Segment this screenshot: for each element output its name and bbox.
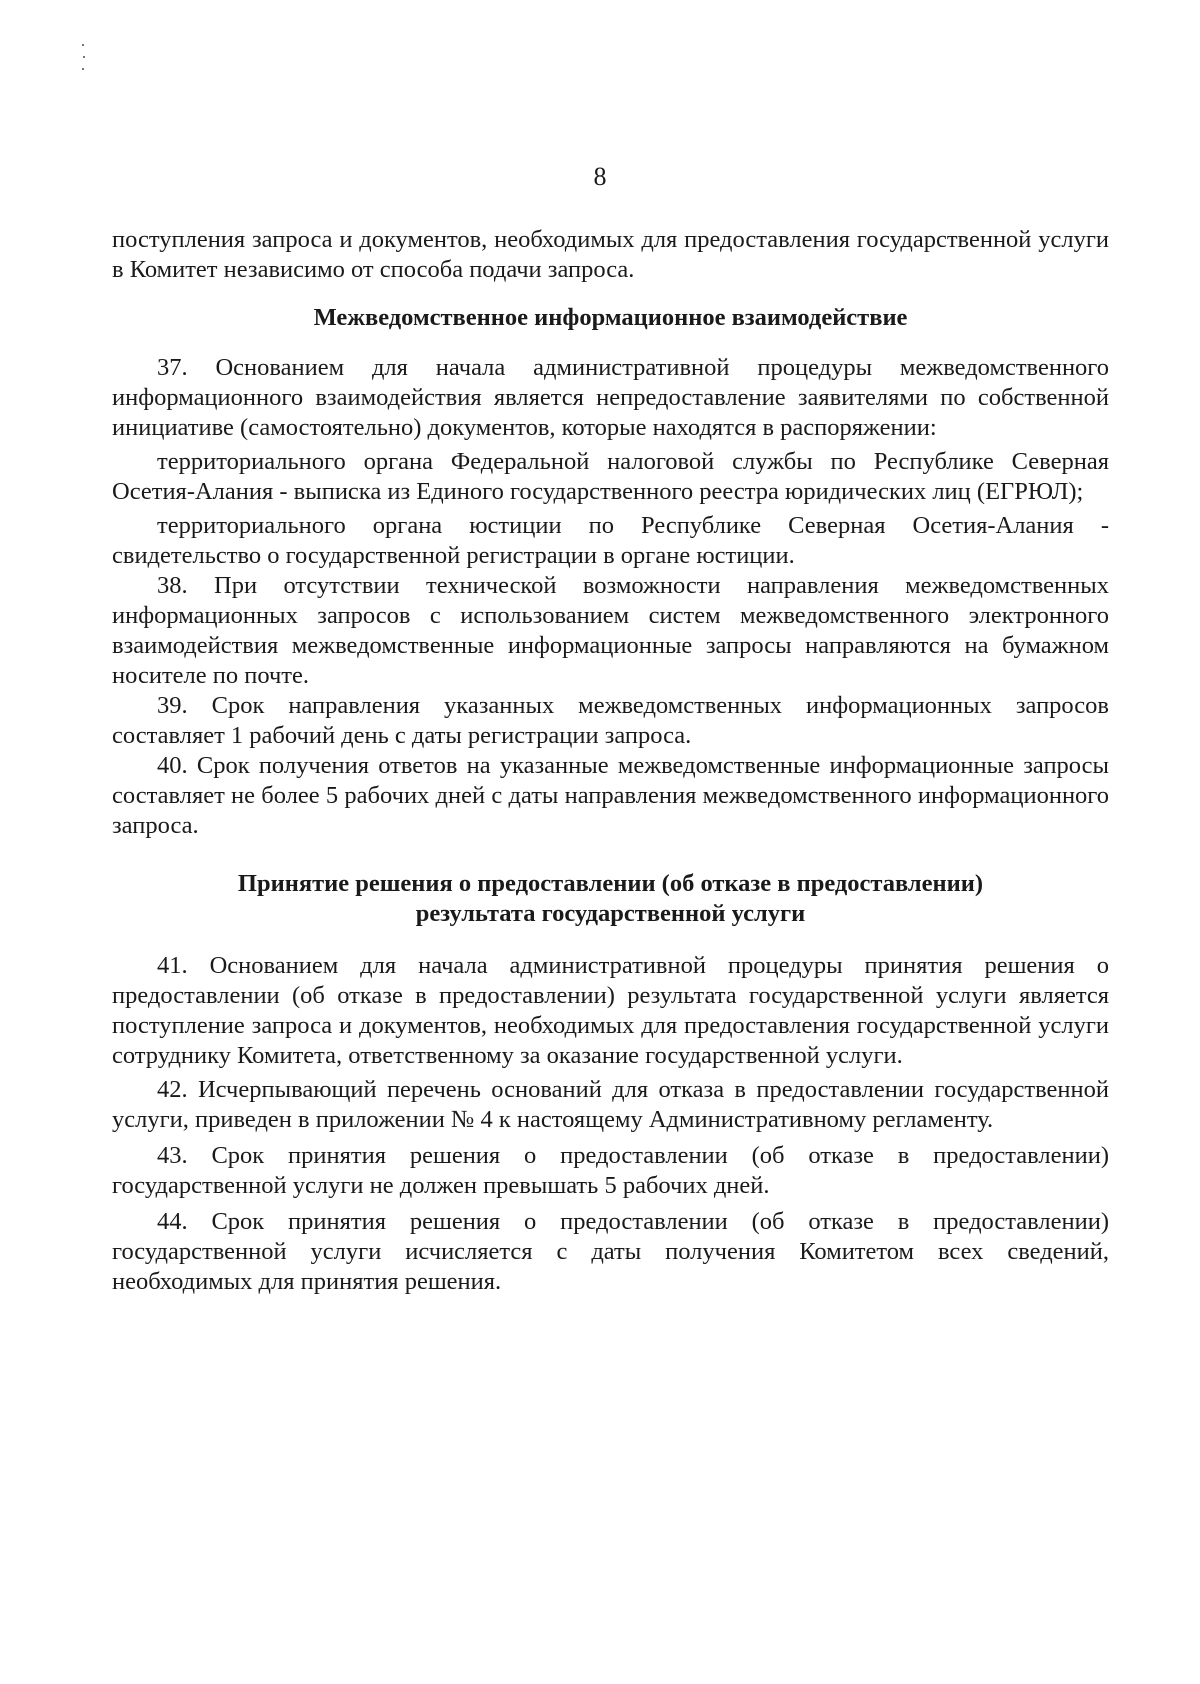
paragraph-39: 39. Срок направления указанных межведомственных информационных запросов составляет 1 рабочий день с даты регистрации запроса. — [112, 692, 1109, 749]
paragraph-41: 41. Основанием для начала административной процедуры принятия решения о предоставлении (об отказе в предоставлении) результата государственной услуги является поступление запроса и документов, необходимых для предоставления государственной услуги сотруднику Комитета, ответственному за оказание государственной услуги. — [112, 952, 1109, 1069]
paragraph-40: 40. Срок получения ответов на указанные межведомственные информационные запросы составляет не более 5 рабочих дней с даты направления межведомственного информационного запроса. — [112, 752, 1109, 839]
section-heading-interagency: Межведомственное информационное взаимодействие — [313, 304, 908, 331]
section-heading-decision-line-2: результата государственной услуги — [415, 900, 806, 927]
paragraph-42: 42. Исчерпывающий перечень оснований для отказа в предоставлении государственной услуги, приведен в приложении № 4 к настоящему Административному регламенту. — [112, 1076, 1109, 1133]
paragraph-intro: поступления запроса и документов, необходимых для предоставления государственной услуги в Комитет независимо от способа подачи запроса. — [112, 226, 1109, 283]
scan-artifact-marks — [82, 44, 88, 74]
paragraph-38: 38. При отсутствии технической возможности направления межведомственных информационных запросов с использованием систем межведомственного электронного взаимодействия межведомственные информационные запросы направляются на бумажном носителе по почте. — [112, 572, 1109, 689]
paragraph-43: 43. Срок принятия решения о предоставлении (об отказе в предоставлении) государственной услуги не должен превышать 5 рабочих дней. — [112, 1142, 1109, 1199]
paragraph-37-item-justice: территориального органа юстиции по Республике Северная Осетия-Алания - свидетельство о государственной регистрации в органе юстиции. — [112, 512, 1109, 569]
paragraph-44: 44. Срок принятия решения о предоставлении (об отказе в предоставлении) государственной услуги исчисляется с даты получения Комитетом всех сведений, необходимых для принятия решения. — [112, 1208, 1109, 1295]
section-heading-decision-line-1: Принятие решения о предоставлении (об отказе в предоставлении) — [237, 870, 984, 897]
paragraph-37-item-tax: территориального органа Федеральной налоговой службы по Республике Северная Осетия-Алания - выписка из Единого государственного реестра юридических лиц (ЕГРЮЛ); — [112, 448, 1109, 505]
page-number: 8 — [593, 162, 607, 191]
paragraph-37: 37. Основанием для начала административной процедуры межведомственного информационного взаимодействия является непредоставление заявителями по собственной инициативе (самостоятельно) документов, которые находятся в распоряжении: — [112, 354, 1109, 441]
document-body — [112, 225, 1109, 1297]
section-heading-decision — [112, 869, 1109, 929]
